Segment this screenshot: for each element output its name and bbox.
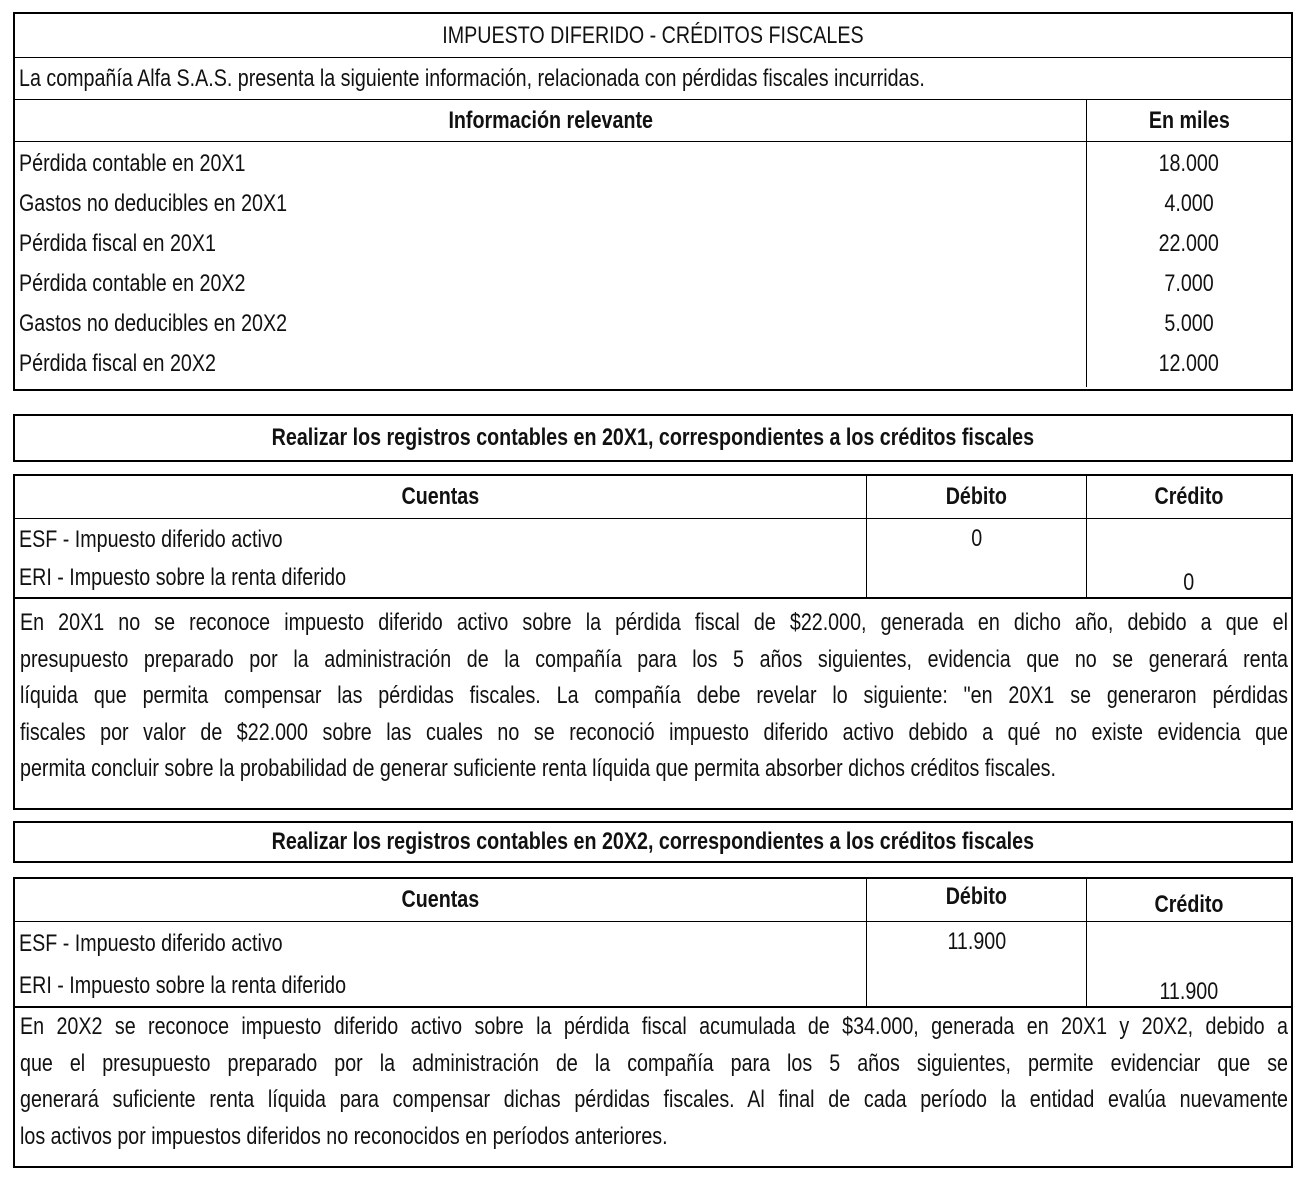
account-name: ERI - Impuesto sobre la renta diferido bbox=[19, 564, 347, 591]
note-line-wrap bbox=[20, 642, 1288, 679]
note-line-wrap bbox=[20, 1009, 1288, 1046]
explanation-20x1 bbox=[15, 599, 1291, 806]
debit-value: 0 bbox=[971, 525, 982, 552]
document-title: IMPUESTO DIFERIDO - CRÉDITOS FISCALES bbox=[442, 21, 864, 49]
info-label: Pérdida fiscal en 20X2 bbox=[19, 350, 216, 377]
note-line-wrap bbox=[20, 1082, 1288, 1119]
note-line: En 20X1 no se reconoce impuesto diferido activo sobre la pérdida fiscal de $22.000, generada en dicho año, debido a que el bbox=[20, 609, 1288, 636]
column-header-accounts: Cuentas bbox=[401, 886, 480, 913]
debit-value: 11.900 bbox=[947, 928, 1006, 955]
note-line-wrap bbox=[20, 1119, 1288, 1156]
journal-body-20x1 bbox=[15, 519, 1291, 599]
info-value: 12.000 bbox=[1158, 350, 1220, 377]
info-label: Gastos no deducibles en 20X1 bbox=[19, 190, 288, 217]
entry-title-20x2 bbox=[13, 821, 1293, 863]
journal-table-20x2 bbox=[13, 877, 1293, 1168]
column-header-accounts: Cuentas bbox=[401, 483, 480, 510]
info-title-row bbox=[15, 14, 1291, 58]
journal-table-20x1 bbox=[13, 474, 1293, 810]
note-line: que el presupuesto preparado por la administración de la compañía para los 5 años siguientes, permite evidenciar que se bbox=[20, 1049, 1288, 1077]
info-header-row bbox=[15, 100, 1291, 142]
info-row bbox=[15, 264, 1291, 304]
section-title-20x2: Realizar los registros contables en 20X2, correspondientes a los créditos fiscales bbox=[271, 828, 1035, 855]
section-title-20x1: Realizar los registros contables en 20X1, correspondientes a los créditos fiscales bbox=[271, 424, 1035, 451]
column-header-value: En miles bbox=[1148, 106, 1230, 134]
info-label: Pérdida contable en 20X1 bbox=[19, 150, 246, 177]
account-name: ESF - Impuesto diferido activo bbox=[19, 526, 283, 553]
journal-row bbox=[15, 966, 1291, 1006]
column-header-debit: Débito bbox=[945, 883, 1008, 910]
journal-header-row bbox=[15, 476, 1291, 519]
account-name: ESF - Impuesto diferido activo bbox=[19, 930, 283, 957]
info-row bbox=[15, 144, 1291, 184]
note-line: líquida que permita compensar las pérdidas fiscales. La compañía debe revelar lo siguiente: "en 20X1 se generaron pérdidas bbox=[20, 682, 1288, 709]
column-header-debit: Débito bbox=[945, 483, 1008, 510]
info-label: Gastos no deducibles en 20X2 bbox=[19, 310, 288, 337]
info-body bbox=[15, 142, 1291, 387]
info-value: 7.000 bbox=[1164, 270, 1214, 297]
note-line-wrap bbox=[20, 751, 1288, 788]
column-header-credit: Crédito bbox=[1154, 483, 1224, 510]
journal-row bbox=[15, 559, 1291, 597]
journal-row bbox=[15, 521, 1291, 559]
account-name: ERI - Impuesto sobre la renta diferido bbox=[19, 972, 347, 999]
info-value: 4.000 bbox=[1164, 190, 1214, 217]
credit-value: 11.900 bbox=[1159, 978, 1219, 1005]
credit-value: 0 bbox=[1183, 569, 1195, 596]
intro-text: La compañía Alfa S.A.S. presenta la siguiente información, relacionada con pérdidas fiscales incurridas. bbox=[19, 64, 925, 92]
note-line: permita concluir sobre la probabilidad de generar suficiente renta líquida que permita absorber dichos créditos fiscales. bbox=[20, 755, 1056, 782]
column-header-info: Información relevante bbox=[448, 106, 653, 134]
info-label: Pérdida fiscal en 20X1 bbox=[19, 230, 216, 257]
note-line: presupuesto preparado por la administración de la compañía para los 5 años siguientes, evidencia que no se generará renta bbox=[20, 645, 1288, 673]
info-label: Pérdida contable en 20X2 bbox=[19, 270, 246, 297]
column-header-credit: Crédito bbox=[1154, 891, 1224, 918]
note-line: los activos por impuestos diferidos no reconocidos en períodos anteriores. bbox=[20, 1122, 668, 1150]
info-row bbox=[15, 224, 1291, 264]
info-row bbox=[15, 344, 1291, 384]
journal-row bbox=[15, 924, 1291, 964]
info-row bbox=[15, 184, 1291, 224]
info-value: 18.000 bbox=[1158, 150, 1220, 177]
info-value: 5.000 bbox=[1164, 310, 1214, 337]
note-line-wrap bbox=[20, 605, 1288, 642]
note-line: En 20X2 se reconoce impuesto diferido activo sobre la pérdida fiscal acumulada de $34.000, generada en 20X1 y 20X2, debido a bbox=[20, 1013, 1288, 1040]
journal-body-20x2 bbox=[15, 922, 1291, 1008]
info-value: 22.000 bbox=[1158, 230, 1220, 257]
info-row bbox=[15, 304, 1291, 344]
note-line-wrap bbox=[20, 715, 1288, 752]
note-line: fiscales por valor de $22.000 sobre las cuales no se reconoció impuesto diferido activo debido a qué no existe evidencia que bbox=[20, 718, 1288, 746]
entry-title-20x1 bbox=[13, 414, 1293, 462]
info-table bbox=[13, 12, 1293, 391]
explanation-20x2 bbox=[15, 1008, 1291, 1162]
note-line-wrap bbox=[20, 678, 1288, 715]
info-intro-row bbox=[15, 58, 1291, 100]
note-line-wrap bbox=[20, 1046, 1288, 1083]
note-line: generará suficiente renta líquida para compensar dichas pérdidas fiscales. Al final de cada período la entidad evalúa nuevamente bbox=[20, 1086, 1288, 1113]
journal-header-row bbox=[15, 879, 1291, 922]
